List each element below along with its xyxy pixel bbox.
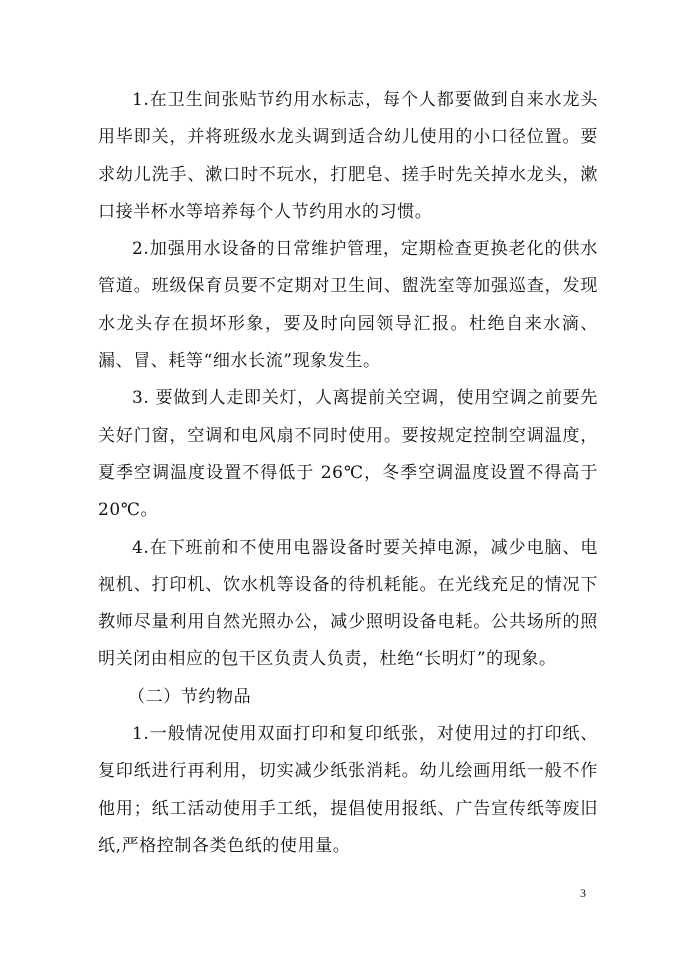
paragraph-water-signs: 1.在卫生间张贴节约用水标志，每个人都要做到自来水龙头用毕即关，并将班级水龙头调到适合幼儿使用的小口径位置。要求幼儿洗手、漱口时不玩水，打肥皂、搓手时先关掉水龙头，漱口接半杯水等培养每个人节约用水的习惯。 [98,90,598,222]
document-body [98,82,598,865]
section-heading-save-materials: （二）节约物品 [128,686,252,707]
paragraph-lights-aircon: 3. 要做到人走即关灯，人离提前关空调，使用空调之前要先关好门窗，空调和电风扇不同时使用。要按规定控制空调温度，夏季空调温度设置不得低于 26℃，冬季空调温度设置不得高于 20℃。 [98,388,598,521]
paragraph-paper-usage: 1.一般情况使用双面打印和复印纸张，对使用过的打印纸、复印纸进行再利用，切实减少纸张消耗。幼儿绘画用纸一般不作他用；纸工活动使用手工纸，提倡使用报纸、广告宣传纸等废旧纸,严格控制各类色纸的使用量。 [98,724,598,856]
page-number: 3 [580,886,586,900]
paragraph-water-equipment: 2.加强用水设备的日常维护管理，定期检查更换老化的供水管道。班级保育员要不定期对卫生间、盥洗室等加强巡查，发现水龙头存在损坏形象，要及时向园领导汇报。杜绝自来水滴、漏、冒、耗等“细水长流”现象发生。 [98,239,598,372]
paragraph-electrical-standby: 4.在下班前和不使用电器设备时要关掉电源，减少电脑、电视机、打印机、饮水机等设备的待机耗能。在光线充足的情况下教师尽量利用自然光照办公，减少照明设备电耗。公共场所的照明关闭由相应的包干区负责人负责，杜绝“长明灯”的现象。 [98,537,598,670]
